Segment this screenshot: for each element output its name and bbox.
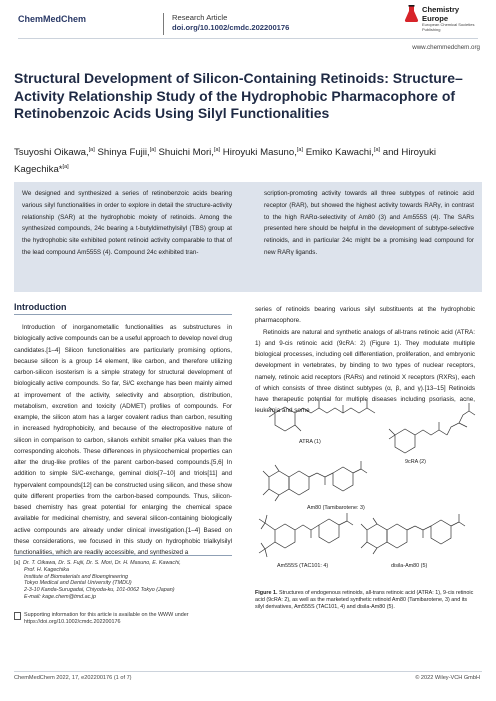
9cra-structure: [389, 403, 475, 453]
journal-website-link[interactable]: www.chemmedchem.org: [412, 44, 480, 51]
affiliation-block: [14, 560, 234, 601]
am80-structure: [263, 461, 367, 501]
body-column-left: [14, 322, 232, 558]
structure-label-am80: Am80 (Tamibarotene: 3): [307, 505, 365, 511]
figure-1: [255, 395, 477, 575]
page-header: [0, 0, 496, 40]
journal-name[interactable]: ChemMedChem: [18, 14, 87, 24]
author[interactable]: and Hiroyuki Kagechika*[a]: [14, 147, 437, 176]
author[interactable]: Shuichi Mori,[a]: [158, 147, 221, 159]
article-doi-link[interactable]: doi.org/10.1002/cmdc.202200176: [172, 23, 290, 32]
affiliation-email-link[interactable]: E-mail: kage.chem@tmd.ac.jp: [24, 593, 96, 600]
footer-citation: ChemMedChem 2022, 17, e202200176 (1 of 7): [14, 675, 132, 681]
chemistry-europe-logo[interactable]: [404, 5, 489, 35]
abstract-text-right: scription-promoting activity towards all three subtypes of retinoic acid receptor (RAR), but showed the highest activity towards RARγ, in contrast to the high RARα-selectivity of Am80 (3) and Am555S (4). The SARs presented here should be helpful in the development of subtype-selective retinoids, and in particular 24c might be a promising lead compound for new RARγ ligands.: [264, 190, 474, 256]
supporting-info-note: [14, 612, 232, 626]
chemical-structures: [255, 395, 477, 575]
structure-label-disila-am80: disila-Am80 (5): [391, 563, 428, 569]
structure-label-9cra: 9cRA (2): [405, 459, 426, 465]
caption-label: Figure 1.: [255, 590, 278, 596]
flask-icon: [404, 5, 419, 23]
am555s-structure: [259, 513, 353, 557]
paragraph: Retinoids are natural and synthetic analogs of all-trans retinoic acid (ATRA: 1) and 9-cis retinoic acid (9cRA: 2) (Figure 1). They modulate multiple biological processes, including cell differentiation, proliferation, and embryonic development in vertebrates, by binding to two types of nuclear receptors, namely, retinoic acid receptors (RARs) and retinoid X receptors (RXRs), each of which consists of three distinct subtypes (α, β, and γ).[13–15] Retinoids have therapeutic potential for multiple diseases including psoriasis, acne, leukemia and some: [255, 328, 475, 415]
affiliation-line: Tokyo Medical and Dental University (TMDU): [24, 580, 132, 587]
affiliation-rule: [14, 555, 232, 556]
disila-am80-structure: [361, 514, 465, 554]
footer-rule: [14, 671, 482, 672]
header-rule: [18, 38, 478, 39]
author[interactable]: Shinya Fujii,[a]: [97, 147, 156, 159]
affiliation-line: Institute of Biomaterials and Bioengineering: [24, 573, 128, 580]
author[interactable]: Emiko Kawachi,[a]: [305, 147, 381, 159]
publisher-name: Chemistry Europe: [422, 5, 460, 23]
author[interactable]: Tsuyoshi Oikawa,[a]: [14, 147, 95, 159]
article-type: Research Article: [172, 13, 228, 22]
publisher-subtitle: European Chemical Societies Publishing: [422, 22, 475, 32]
abstract-text-left: We designed and synthesized a series of retinobenzoic acids bearing various silyl functionalities in order to explore in detail the structure-activity relationship (SAR) at the hydrophobic moiety of retinoids. Among the synthesized compounds, 24c bearing a t-butyldimethylsilyl (TBS) group at the hydrophobic site exhibited potent retinoid activity comparable to that of the lead compound Am555S (4). Compound 24c exhibited tran-: [22, 190, 232, 256]
paragraph: series of retinoids bearing various silyl substituents at the hydrophobic pharmacophore.: [255, 306, 475, 325]
article-title: Structural Development of Silicon-Containing Retinoids: Structure–Activity Relationship Study of the Hydrophobic Pharmacophore of Retinobenzoic Acids Using Silyl Functionalities: [14, 70, 463, 121]
structure-label-atra: ATRA (1): [299, 439, 321, 445]
section-rule: [14, 314, 232, 315]
article-info: [172, 13, 289, 33]
caption-text: Structures of endogenous retinoids, all-trans retinoic acid (ATRA: 1), 9-cis retinoic acid (9cRA: 2), as well as the marketed synthetic retinoid Am80 (Tamibarotene, 3) and its silyl derivatives, Am555S (TAC101, 4) and disila-Am80 (5).: [255, 590, 474, 610]
author[interactable]: Hiroyuki Masuno,[a]: [222, 147, 304, 159]
footer-copyright: © 2022 Wiley-VCH GmbH: [415, 675, 480, 681]
affiliation-line: Prof. H. Kagechika: [24, 566, 69, 573]
document-icon: [14, 612, 21, 620]
affiliation-marker: [a]: [14, 560, 20, 566]
section-heading-introduction: Introduction: [14, 302, 67, 312]
figure-caption: [255, 590, 475, 611]
supporting-info-link[interactable]: Supporting information for this article is available on the WWW under https://doi.org/10.1002/cmdc.202200176: [24, 612, 189, 625]
structure-label-am555s: Am555S (TAC101: 4): [277, 563, 329, 569]
affiliation-line: Dr. T. Oikawa, Dr. S. Fujii, Dr. S. Mori, Dr. H. Masuno, E. Kawachi,: [23, 560, 181, 566]
paragraph: Introduction of inorganometallic functionalities as substructures in biologically active compounds can be a useful approach to develop novel drug candidates.[1–4] Silicon functionalities are particularly promising options, because silicon is a group 14 element, like carbon, and therefore utilizing carbon-silicon isosterism is a simple strategy for structural development of biologically active compounds. So far, Si/C exchange has been mainly aimed at improvement of the activity, selectivity and absorption, distribution, metabolism, excretion and toxicity (ADMET) profiles of compounds. For example, the silicon atom has a larger covalent radius than carbon, resulting in increased hydrophobicity, and because of the electropositive nature of silicon in comparison to carbon, silanols exhibit smaller pKa values than the corresponding alcohols. These differences in physicochemical properties can alter the drug-like profiles of the parent carbon-based compounds.[5,6] In addition to simple Si/C-exchange, geminal diols[7–10] and triols[11] and hypervalent compounds[12] can be constructed using silicon, and these show quite different properties from the carbon-based compounds. Thus, silicon-based chemistry has great potential for enlarging the chemical space available for medicinal chemistry, and several silicon-containing biologically active compounds are already under clinical investigation.[1–4] Based on these considerations, we focused in this study on hydrophobic trialkylsilyl functionalities, which are readily accessible, and synthesized a: [14, 324, 232, 556]
abstract-box: [14, 182, 482, 292]
atra-structure: [269, 400, 375, 431]
affiliation-line: 2-3-10 Kanda-Surugadai, Chiyoda-ku, 101-0062 Tokyo (Japan): [24, 587, 175, 594]
author-list: [14, 143, 484, 177]
header-divider: [163, 13, 164, 35]
